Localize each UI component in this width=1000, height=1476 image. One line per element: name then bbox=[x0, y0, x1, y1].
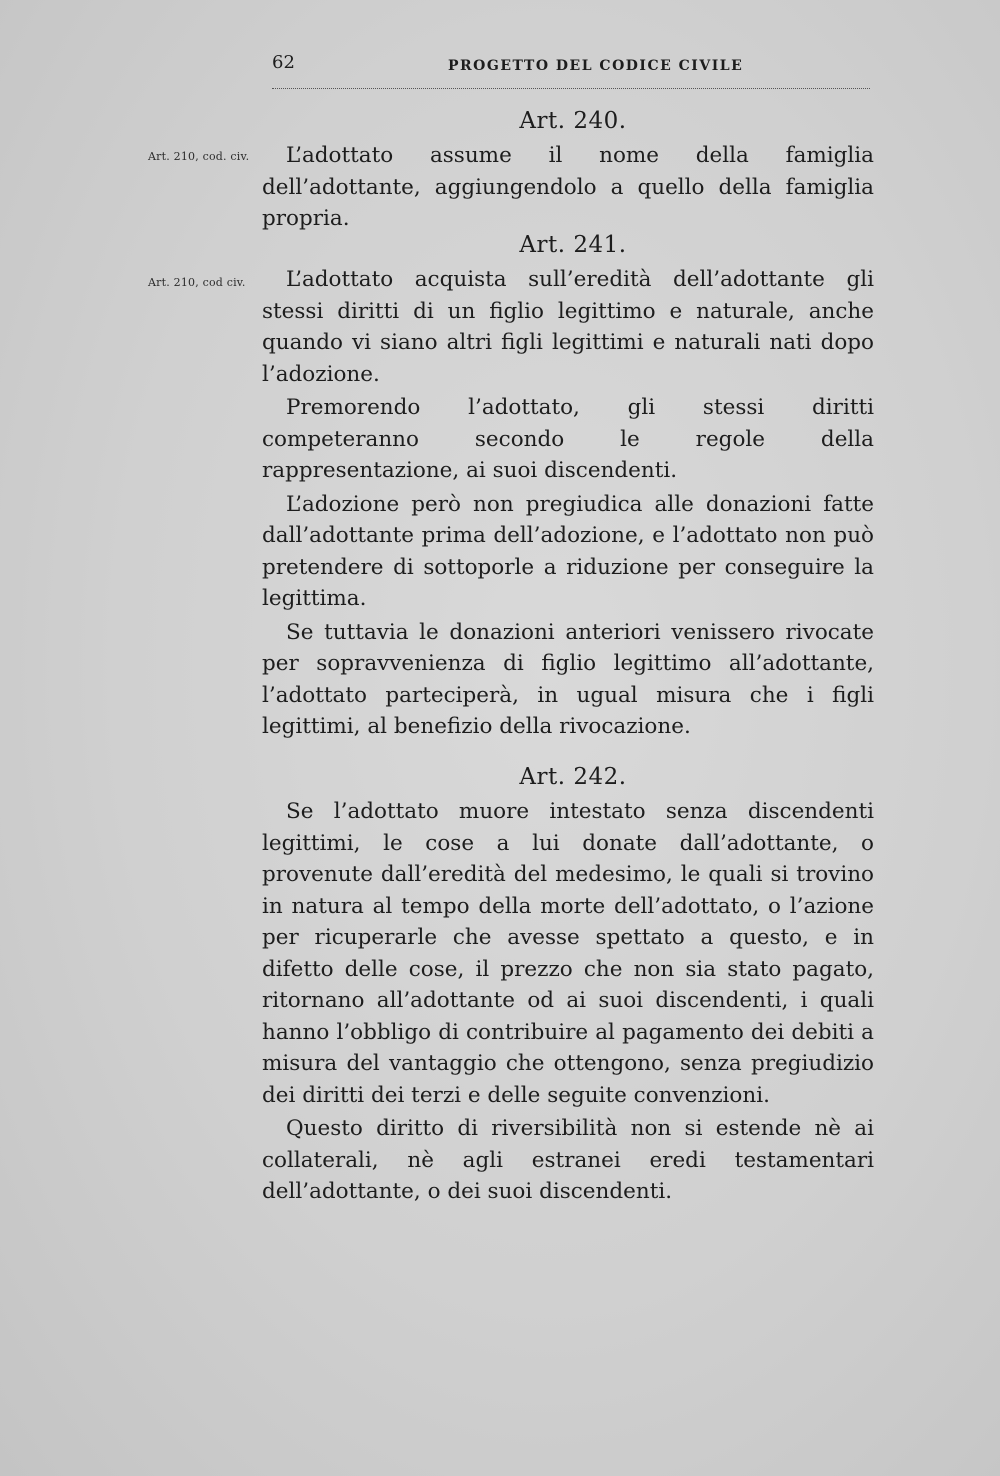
article-paragraph: Questo diritto di riversibilità non si estende nè ai collaterali, nè agli estranei eredi testamentari dell’adottante, o dei suoi discendenti. bbox=[262, 1116, 874, 1204]
running-header bbox=[272, 50, 870, 89]
page-number: 62 bbox=[272, 52, 295, 73]
margin-reference-art-240: Art. 210, cod. civ. bbox=[148, 150, 250, 163]
article-241 bbox=[262, 232, 874, 745]
article-240 bbox=[262, 108, 874, 237]
article-heading: Art. 241. bbox=[519, 232, 627, 258]
article-heading: Art. 240. bbox=[519, 108, 627, 134]
article-paragraph: L’adottato acquista sull’eredità dell’adottante gli stessi diritti di un figlio legittimo e naturale, anche quando vi siano altri figli legittimi e naturali nati dopo l’adozione. bbox=[262, 267, 874, 387]
article-paragraph: L’adottato assume il nome della famiglia dell’adottante, aggiungendolo a quello della famiglia propria. bbox=[262, 143, 874, 231]
article-paragraph: Se tuttavia le donazioni anteriori venissero rivocate per sopravvenienza di figlio legittimo all’adottante, l’adottato parteciperà, in ugual misura che i figli legittimi, al benefizio della rivocazione. bbox=[262, 619, 874, 739]
article-paragraph: Se l’adottato muore intestato senza discendenti legittimi, le cose a lui donate dall’adottante, o provenute dall’eredità del medesimo, le quali si trovino in natura al tempo della morte dell’adottato, o l’azione per ricuperarle che avesse spettato a questo, e in difetto delle cose, il prezzo che non sia stato pagato, ritornano all’adottante od ai suoi discendenti, i quali hanno l’obbligo di contribuire al pagamento dei debiti a misura del vantaggio che ottengono, senza pregiudizio dei diritti dei terzi e delle seguite convenzioni. bbox=[262, 799, 874, 1108]
article-heading: Art. 242. bbox=[519, 764, 627, 790]
article-242 bbox=[262, 764, 874, 1210]
margin-reference-art-241: Art. 210, cod civ. bbox=[148, 276, 246, 289]
article-paragraph: Premorendo l’adottato, gli stessi diritti competeranno secondo le regole della rappresentazione, ai suoi discendenti. bbox=[262, 395, 874, 483]
article-paragraph: L’adozione però non pregiudica alle donazioni fatte dall’adottante prima dell’adozione, e l’adottato non può pretendere di sottoporle a riduzione per conseguire la legittima. bbox=[262, 491, 874, 611]
running-title: PROGETTO DEL CODICE CIVILE bbox=[448, 58, 744, 74]
